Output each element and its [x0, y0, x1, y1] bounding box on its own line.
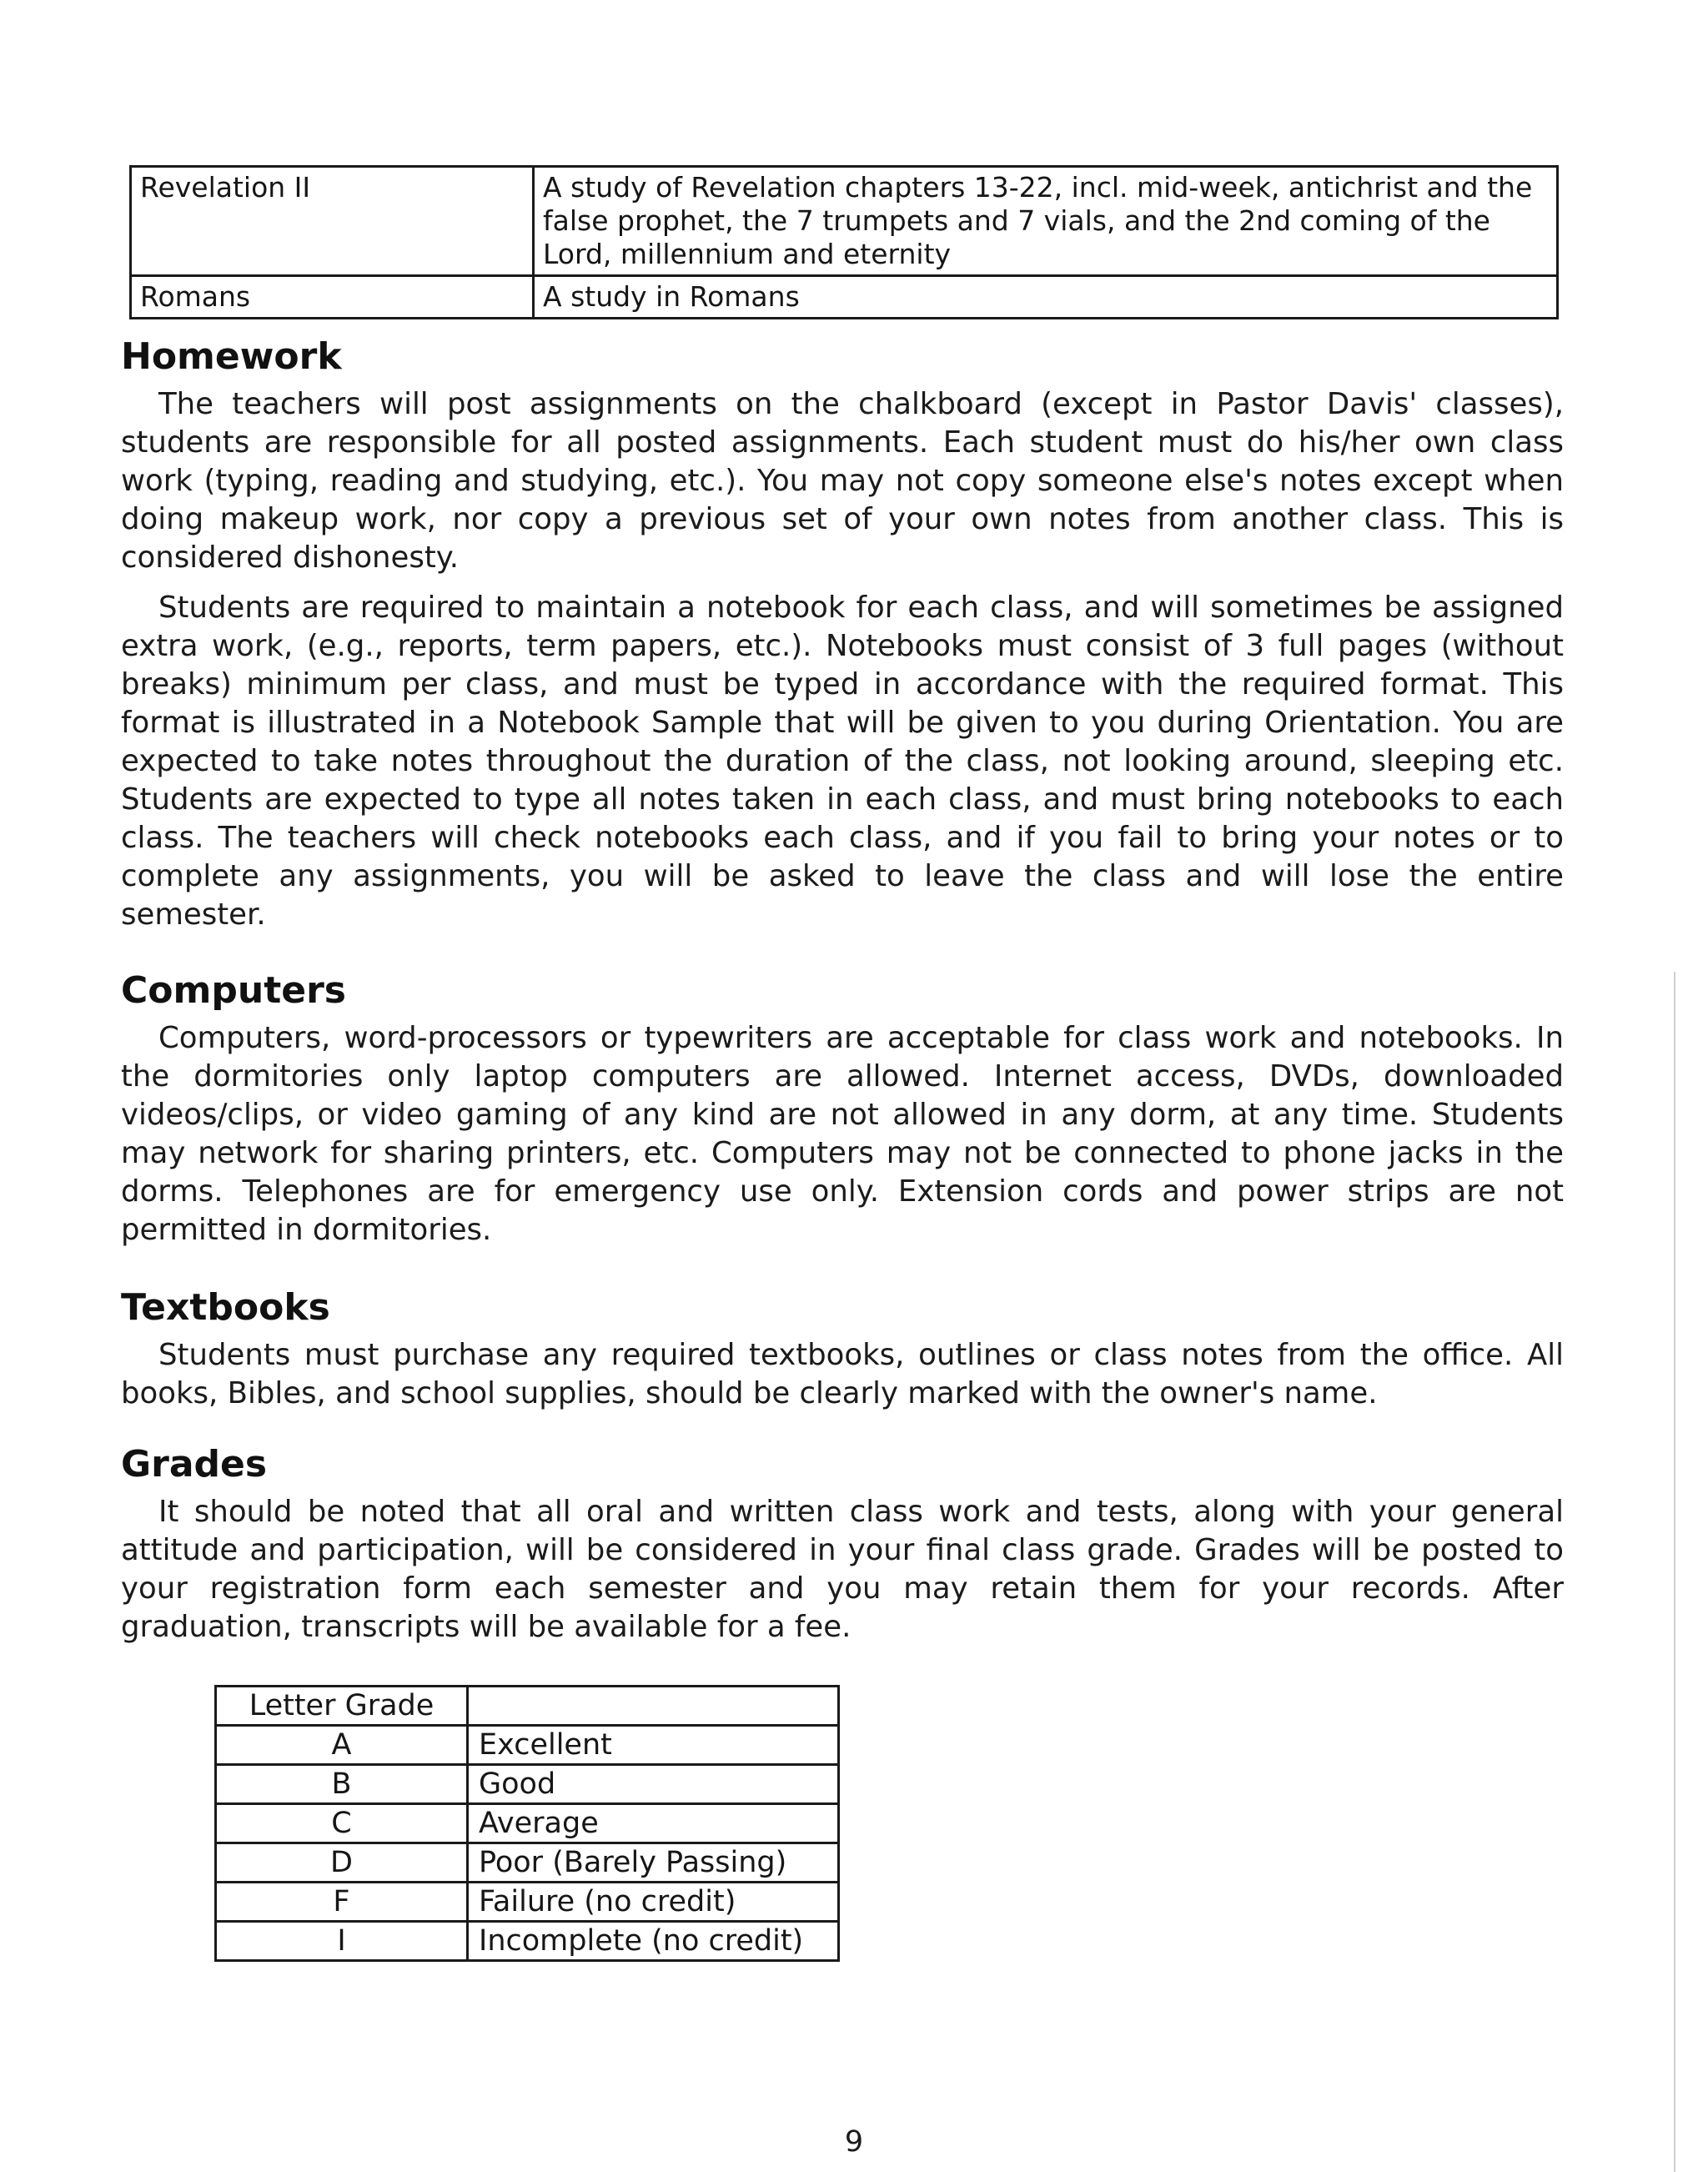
course-name: Romans: [131, 276, 534, 319]
table-row: [131, 167, 1558, 276]
course-description: A study in Romans: [534, 276, 1558, 319]
table-row: [131, 276, 1558, 319]
computers-section: [121, 968, 1564, 1249]
course-table: [129, 165, 1559, 319]
homework-paragraph: The teachers will post assignments on the chalkboard (except in Pastor Davis' classes), students are responsible for all posted assignments. Each student must do his/her own class work (typing, reading and studying, etc.). You may not copy someone else's notes except when doing makeup work, nor copy a previous set of your own notes from another class. This is considered dishonesty.: [121, 387, 1564, 575]
grade-meaning-header: [468, 1687, 839, 1726]
grade-letter-header: Letter Grade: [216, 1687, 468, 1726]
computers-heading: Computers: [121, 969, 346, 1012]
course-name: Revelation II: [131, 167, 534, 276]
grades-heading: Grades: [121, 1443, 268, 1486]
computers-paragraph: Computers, word-processors or typewriters are acceptable for class work and notebooks. In the dormitories only laptop computers are allowed. Internet access, DVDs, downloaded videos/clips, or video gaming of any kind are not allowed in any dorm, at any time. Students may network for sharing printers, etc. Computers may not be connected to phone jacks in the dorms. Telephones are for emergency use only. Extension cords and power strips are not permitted in dormitories.: [121, 1021, 1564, 1247]
grade-table: [214, 1685, 840, 1962]
table-row: [216, 1922, 839, 1961]
grades-paragraph: It should be noted that all oral and written class work and tests, along with your general attitude and participation, will be considered in your final class grade. Grades will be posted to your registration form each semester and you may retain them for your records. After graduation, transcripts will be available for a fee.: [121, 1495, 1564, 1644]
grade-meaning: Good: [468, 1765, 839, 1804]
grade-letter: C: [216, 1804, 468, 1843]
homework-section: [121, 334, 1564, 934]
grade-letter: B: [216, 1765, 468, 1804]
table-row: [216, 1883, 839, 1922]
grade-meaning: Excellent: [468, 1726, 839, 1765]
table-header-row: [216, 1687, 839, 1726]
grade-letter: D: [216, 1843, 468, 1883]
grade-meaning: Failure (no credit): [468, 1883, 839, 1922]
textbooks-section: [121, 1285, 1564, 1413]
grade-letter: F: [216, 1883, 468, 1922]
table-row: [216, 1726, 839, 1765]
grade-letter: I: [216, 1922, 468, 1961]
grade-meaning: Average: [468, 1804, 839, 1843]
homework-paragraph: Students are required to maintain a notebook for each class, and will sometimes be assigned extra work, (e.g., reports, term papers, etc.). Notebooks must consist of 3 full pages (without breaks) minimum per class, and must be typed in accordance with the required format. This format is illustrated in a Notebook Sample that will be given to you during Orientation. You are expected to take notes throughout the duration of the class, not looking around, sleeping etc. Students are expected to type all notes taken in each class, and must bring notebooks to each class. The teachers will check notebooks each class, and if you fail to bring your notes or to complete any assignments, you will be asked to leave the class and will lose the entire semester.: [121, 591, 1564, 932]
textbooks-paragraph: Students must purchase any required textbooks, outlines or class notes from the office. All books, Bibles, and school supplies, should be clearly marked with the owner's name.: [121, 1338, 1564, 1410]
table-row: [216, 1843, 839, 1883]
course-description: A study of Revelation chapters 13-22, incl. mid-week, antichrist and the false prophet, the 7 trumpets and 7 vials, and the 2nd coming of the Lord, millennium and eternity: [534, 167, 1558, 276]
scan-edge-line: [1674, 972, 1675, 2172]
table-row: [216, 1804, 839, 1843]
page-number: 9: [844, 2125, 864, 2159]
textbooks-heading: Textbooks: [121, 1286, 330, 1329]
grade-meaning: Poor (Barely Passing): [468, 1843, 839, 1883]
grade-meaning: Incomplete (no credit): [468, 1922, 839, 1961]
homework-heading: Homework: [121, 335, 342, 378]
grade-letter: A: [216, 1726, 468, 1765]
table-row: [216, 1765, 839, 1804]
grades-section: [121, 1441, 1564, 1647]
